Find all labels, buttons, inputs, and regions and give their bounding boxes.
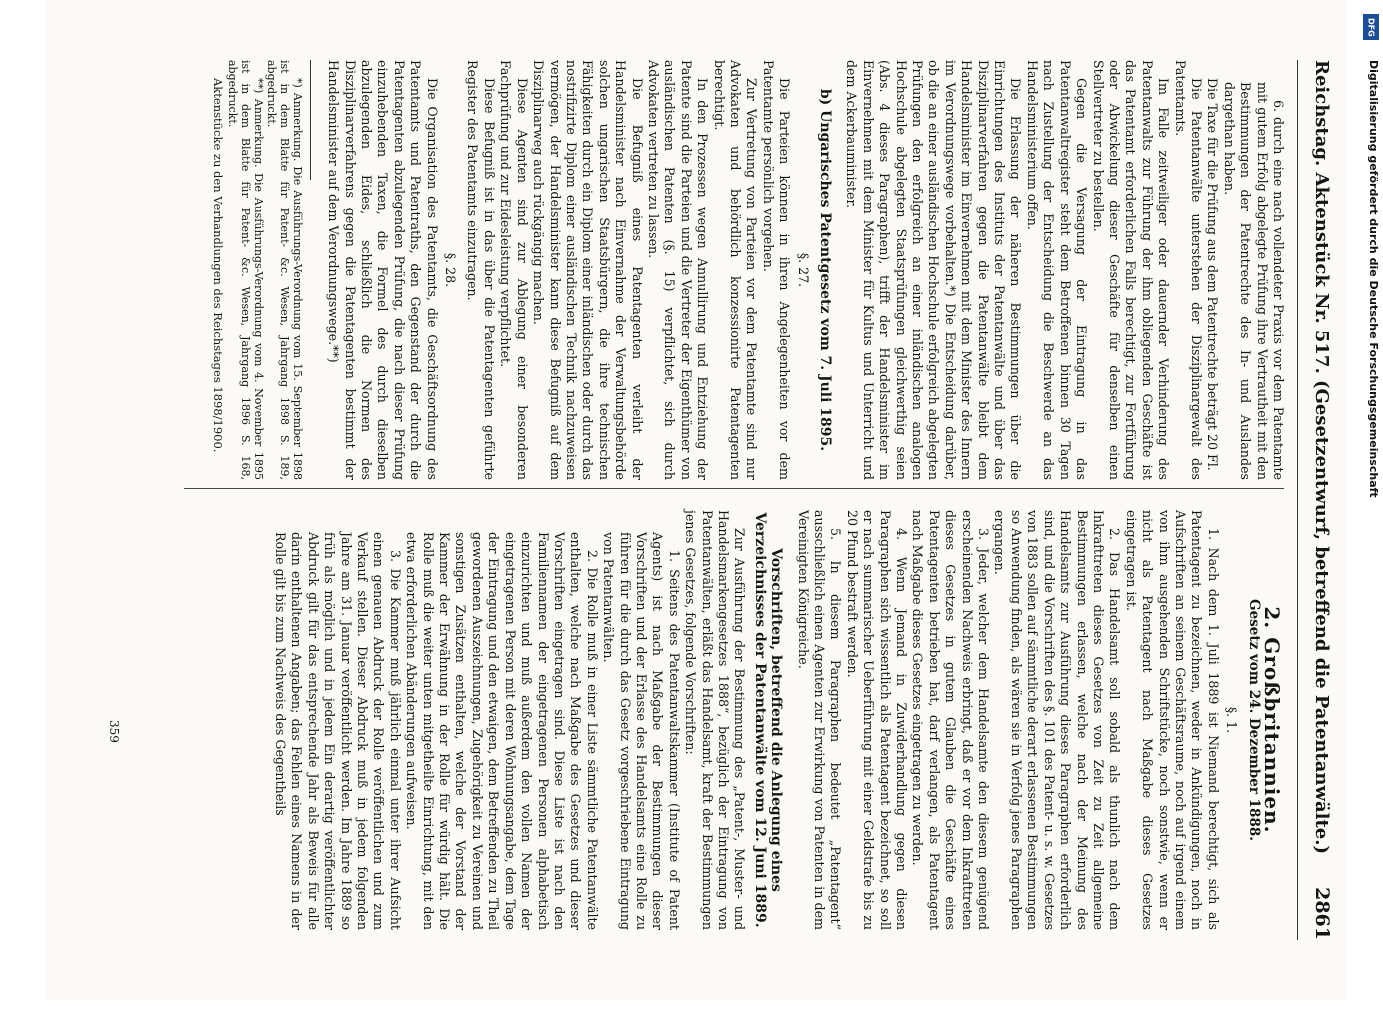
paragraph: Die Befugniß eines Patentagenten verleiht der Handelsminister nach Einvernahme der Verwaltungsbehörde solchen ungarischen Staatsbürgern, die ihre technischen Fähigkeiten durch ein Diplom einer inländischen oder durch das nostrifizirte Diplom einer ausländischen Technik nachzuweisen vermögen, der Handelsminister kann diese Befugniß auf dem Disziplinarweg auch rückgängig machen. <box>531 60 645 480</box>
paragraph: Zur Vertretung von Parteien vor dem Patentamte sind nur Advokaten und behördlich konzessionirte Patentagenten berechtigt. <box>711 60 760 480</box>
footnote-rule <box>310 60 311 180</box>
column-divider <box>184 488 1284 489</box>
section-number: §. 27. <box>795 252 811 288</box>
footnote: **) Anmerkung. Die Ausführungs-Verordnung vom 4. November 1895 ist in dem Blatte für Patent- &c. Wesen, Jahrgang 1896 S. 168, abgedruckt. <box>225 60 265 480</box>
section-number: §. 1. <box>1224 706 1240 734</box>
dfg-logo: DFG <box>1363 14 1379 40</box>
paragraph: Die Parteien können in ihren Angelegenheiten vor dem Patentamte persönlich vorgehen. <box>760 60 793 480</box>
section-number: §. 28. <box>443 252 459 288</box>
paragraph: Die Organisation des Patentamts, die Geschäftsordnung des Patentamts und Patentraths, den Gegenstand der durch die Patentagenten abzulegenden Prüfung, die nach dieser Prüfung einzuhebenden Taxen, die Formel des durch dieselben abzulegenden Eides, schließlich die Normen des Disziplinarverfahrens gegen die Patentagenten bestimmt der Handelsminister auf dem Verordnungswege.**) <box>326 60 440 480</box>
paragraph: 6. durch eine nach vollendeter Praxis vor dem Patentamte mit gutem Erfolg abgelegte Prüfung ihre Vertrautheit mit den Bestimmungen der Patentrechte des In- und Auslandes dargethan haben. <box>1221 82 1286 480</box>
list-item: 2. Die Rolle muß in einer Liste sämmtliche Patentanwälte enthalten, welche nach Maßgabe des Gesetzes und dieser Vorschriften eingetragen sind. Diese Liste ist nach den Familiennamen der eingetragenen Personen alphabetisch einzurichten und muß außerdem den vollen Namen der eingetragenen Person mit deren Wohnungsangabe, dem Tage der Eintragung und den etwaigen, dem Betreffenden zu Theil gewordenen Auszeichnungen, Zugehörigkeit zu Vereinen und sonstigen Zusätzen enthalten, welche der Vorstand der Kammer der Erwähnung in der Rolle für würdig hält. Die Rolle muß die weiter unten mitgetheilte Einrichtung, mit den etwa erforderlichen Abänderungen aufweisen. <box>404 532 600 930</box>
paragraph: In den Prozessen wegen Annullirung und Entziehung der Patente sind die Parteien und die Vertreter der Eigenthümer von ausländischen Patenten (§. 15) verpflichtet, sich durch Advokaten vertreten zu lassen. <box>645 60 711 480</box>
paragraph: 4. Wenn Jemand in Zuwiderhandlung gegen diesen Paragraphen sich wissentlich als Patentagent bezeichnet, so soll er nach summarischer Ueberführung mit einer Geldstrafe bis zu 20 Pfund bestraft werden. <box>844 510 910 930</box>
credit-text: Digitalisierung gefördert durch die Deutsche Forschungsgemeinschaft <box>1367 60 1380 498</box>
sheet-number: 359 <box>107 720 121 743</box>
paragraph: 2. Das Handelsamt soll sobald als thunlich nach dem Inkrafttreten dieses Gesetzes von Zeit zu Zeit allgemeine Bestimmungen erlassen, welche nach der Meinung des Handelsamts zur Ausführung dieses Paragraphen erforderlich sind, und die Vorschriften des §. 101 des Patent- u. s. w. Gesetzes von 1883 sollen auf sämmtliche derart erlassenen Bestimmungen so Anwendung finden, als wären sie in Verfolg jenes Paragraphen ergangen. <box>992 510 1123 930</box>
paragraph: Die Taxe für die Prüfung aus dem Patentrechte beträgt 20 Fl. <box>1205 78 1221 471</box>
digitization-credit <box>1362 16 1380 986</box>
page-header <box>1297 60 1346 940</box>
list-item: 3. Die Kammer muß jährlich einmal unter ihrer Aufsicht einen genauen Abdruck der Rolle veröffentlichen und zum Verkauf stellen. Dieser Abdruck muß in jedem folgenden Jahre am 31. Januar veröffentlicht werden. Im Jahre 1889 so früh als möglich und in jedem Ein derartig veröffentlichter Abdruck gilt für das entsprechende Jahr als Beweis für alle darin enthaltenen Angaben; das Fehlen eines Namens in der Rolle gilt bis zum Nachweis des Gegentheils <box>273 532 403 930</box>
list-item: 1. Seitens des Patentanwaltskammer (Institute of Patent Agents) ist nach Maßgabe der Bestimmungen dieser Vorschriften und der Erlasse des Handelsamts eine Rolle zu führen für die durch das Gesetz vorgeschriebene Eintragung von Patentanwälten. <box>601 532 682 930</box>
paragraph: Zur Ausführung der Bestimmung des „Patent-, Muster- und Handelsmarkengesetzes 1888“, bezüglich der Eintragung von Patentanwälten, erläßt das Handelsamt, kraft der Bestimmungen jenes Gesetzes, folgende Vorschriften: <box>683 510 748 930</box>
header-title: Reichstag. Aktenstück Nr. 517. (Gesetzentwurf, betreffend die Patentanwälte.) <box>1311 60 1333 855</box>
paragraph: 1. Nach dem 1. Juli 1889 ist Niemand berechtigt, sich als Patentagent zu bezeichnen, weder in Ankündigungen, noch in Aufschriften an seinem Geschäftsraume, noch auf irgend einem von ihm ausgehenden Schriftstücke, noch sonstwie, wenn er nicht als Patentagent nach Maßgabe dieses Gesetzes eingetragen ist. <box>1123 510 1221 930</box>
publication-note: Aktenstücke zu den Verhandlungen des Reichstages 1898/1900. <box>210 78 225 453</box>
paragraph: Im Falle zeitweiliger oder dauernder Verhinderung des Patentanwalts zur Führung der ihm obliegenden Geschäfte ist das Patentamt erforderlichen Falls berechtigt, zur Fortführung oder Abwickelung dieser Geschäfte für denselben einen Stellvertreter zu bestellen. <box>1090 60 1172 480</box>
paragraph: Die Patentanwälte unterstehen der Disziplinargewalt des Patentamts. <box>1172 60 1204 480</box>
section-heading: b) Ungarisches Patentgesetz vom 7. Juli 1895. <box>817 88 834 452</box>
paragraph: 3. Jeder, welcher dem Handelsamte den diesem genügend erscheinenden Nachweis erbringt, daß er vor dem Inkrafttreten dieses Gesetzes in gutem Glauben die Geschäfte eines Patentagenten betrieben hat, darf verlangen, als Patentagent nach Maßgabe dieses Gesetzes eingetragen zu werden. <box>910 510 992 930</box>
paragraph: 5. In diesem Paragraphen bedeutet „Patentagent“ ausschließlich einen Agenten zur Erwirkung von Patenten in dem Vereinigten Königreiche. <box>795 510 844 930</box>
page-number: 2861 <box>1311 887 1333 940</box>
paragraph: Die Erlassung der näheren Bestimmungen über die Einrichtungen des Instituts der Patentanwälte und über das Disziplinarverfahren gegen die Patentanwälte bleibt dem Handelsminister im Einvernehmen mit dem Minister des Innern im Verordnungswege vorbehalten.*) Die Entscheidung darüber, ob die an einer ausländischen Hochschule erfolgreich abgelegten Prüfungen den erfolgreich an einer inländischen analogen Hochschule abgelegten Staatsprüfungen gleichwerthig seien (Abs. 4 dieses Paragraphen), trifft der Handelsminister im Einvernehmen mit dem Minister für Kultus und Unterricht und dem Ackerbauminister. <box>844 60 1024 480</box>
law-title: Gesetz vom 24. Dezember 1888. <box>1245 599 1262 841</box>
scanned-page <box>46 0 1346 1000</box>
left-column <box>209 60 1286 480</box>
right-column <box>272 510 1286 930</box>
paragraph: Gegen die Versagung der Eintragung in das Patentanwaltregister steht dem Betroffenen binnen 30 Tagen nach Zustellung der Entscheidung die Beschwerde an das Handelsministerium offen. <box>1024 60 1090 480</box>
section-heading: Vorschriften, betreffend die Anlegung eines Verzeichnisses der Patentanwälte vom 12. Juni 1889. <box>751 512 785 928</box>
paragraph: Diese Agenten sind zur Ablegung einer besonderen Fachprüfung und zur Eidesleistung verpflichtet. <box>498 60 530 480</box>
footnote: *) Anmerkung. Die Ausführungs-Verordnung vom 15. September 1898 ist in dem Blatte für Patent- &c. Wesen, Jahrgang 1898 S. 189, abgedruckt. <box>264 60 304 480</box>
paragraph: Diese Befugniß ist in das über die Patentagenten geführte Register des Patentamts einzutragen. <box>465 60 497 480</box>
section-heading: 2. Großbritannien. <box>1260 606 1284 834</box>
